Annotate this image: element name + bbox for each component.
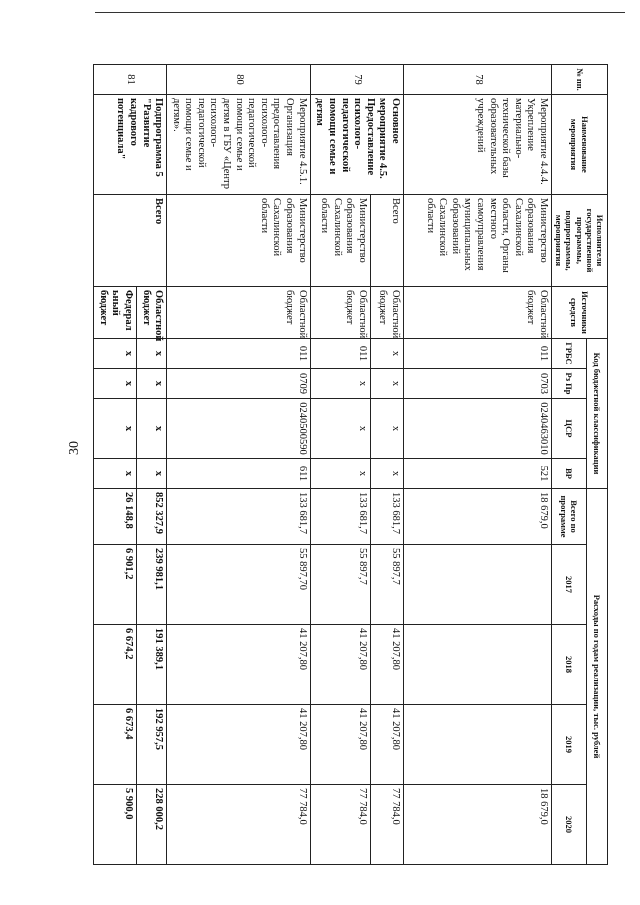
row-grbs: 011 <box>403 339 551 369</box>
header-2020: 2020 <box>551 785 586 865</box>
budget-table <box>93 64 608 865</box>
row-2020: 18 679,0 <box>403 785 551 865</box>
row-2019: 41 207,80 <box>310 705 370 785</box>
row-2017: 55 897,7 <box>371 545 404 625</box>
header-source: Источники средств <box>551 287 607 339</box>
row-number: 79 <box>310 65 403 95</box>
row-total: 18 679,0 <box>403 489 551 545</box>
header-csr: ЦСР <box>551 399 586 459</box>
row-2019: 41 207,80 <box>167 705 311 785</box>
row-executor: Министерство образования Сахалинской области <box>167 195 311 287</box>
header-2019: 2019 <box>551 705 586 785</box>
row-csr: x <box>310 399 370 459</box>
row-2017: 55 897,70 <box>167 545 311 625</box>
header-name: Наименование мероприятия <box>551 95 607 195</box>
row-source: Областной бюджет <box>136 287 166 339</box>
header-2017: 2017 <box>551 545 586 625</box>
row-csr: 0240500590 <box>167 399 311 459</box>
row-number: 80 <box>167 65 311 95</box>
header-row-1 <box>587 65 608 865</box>
row-2019: 192 957,5 <box>136 705 166 785</box>
row-rzpr: x <box>371 369 404 399</box>
row-vr: 611 <box>167 459 311 489</box>
row-2017: 239 981,1 <box>136 545 166 625</box>
row-rzpr: x <box>136 369 166 399</box>
row-executor: Министерство образования Сахалинской области, Органы местного самоуправления муниципальных образований Сахалинской области <box>403 195 551 287</box>
row-number: 81 <box>94 65 167 95</box>
row-executor: Министерство образования Сахалинской области <box>310 195 370 287</box>
row-total: 133 681,7 <box>371 489 404 545</box>
row-grbs: 011 <box>310 339 370 369</box>
row-rzpr: 0703 <box>403 369 551 399</box>
row-grbs: x <box>94 339 137 369</box>
row-executor: Всего <box>371 195 404 287</box>
row-source: Федеральный бюджет <box>94 287 137 339</box>
row-vr: x <box>94 459 137 489</box>
row-source: Областной бюджет <box>167 287 311 339</box>
row-2018: 41 207,80 <box>371 625 404 705</box>
header-2018: 2018 <box>551 625 586 705</box>
row-source: Областной бюджет <box>371 287 404 339</box>
header-kbk: Код бюджетной классификации <box>587 339 608 489</box>
row-csr: x <box>94 399 137 459</box>
row-total: 133 681,7 <box>310 489 370 545</box>
row-rzpr: x <box>310 369 370 399</box>
row-total: 26 148,8 <box>94 489 137 545</box>
row-grbs: 011 <box>167 339 311 369</box>
table-row <box>136 65 166 865</box>
row-2018: 41 207,80 <box>167 625 311 705</box>
row-2018: 41 207,80 <box>310 625 370 705</box>
row-2018: 191 389,1 <box>136 625 166 705</box>
row-2018 <box>403 625 551 705</box>
row-executor: Всего <box>94 195 167 287</box>
table-row <box>371 65 404 865</box>
row-2020: 77 784,0 <box>167 785 311 865</box>
row-name: Основное мероприятие 4.5. Предоставление психолого-педагогической помощи семье и детям <box>310 95 403 195</box>
row-2017 <box>403 545 551 625</box>
header-executor: Исполнители государственной программы, подпрограммы, мероприятия <box>551 195 607 287</box>
row-rzpr: x <box>94 369 137 399</box>
row-grbs: x <box>371 339 404 369</box>
row-name: Мероприятие 4.4.4. Укрепление материально-технической базы образовательных учреждений <box>403 95 551 195</box>
row-2019 <box>403 705 551 785</box>
row-name: Подпрограмма 5 "Развитие кадрового потенциала" <box>94 95 167 195</box>
row-csr: x <box>371 399 404 459</box>
row-total: 852 327,9 <box>136 489 166 545</box>
row-total: 133 681,7 <box>167 489 311 545</box>
row-2018: 6 674,2 <box>94 625 137 705</box>
row-2020: 77 784,0 <box>310 785 370 865</box>
header-grbs: ГРБС <box>551 339 586 369</box>
table-row <box>403 65 551 865</box>
top-rule <box>95 12 625 13</box>
row-source: Областной бюджет <box>310 287 370 339</box>
header-vr: ВР <box>551 459 586 489</box>
header-rzpr: Рз Пр <box>551 369 586 399</box>
table-row <box>167 65 311 865</box>
row-2017: 55 897,7 <box>310 545 370 625</box>
row-source: Областной бюджет <box>403 287 551 339</box>
header-expenses: Расходы по годам реализации, тыс. рублей <box>587 489 608 865</box>
row-2019: 41 207,80 <box>371 705 404 785</box>
row-vr: x <box>371 459 404 489</box>
row-vr: x <box>136 459 166 489</box>
row-vr: 521 <box>403 459 551 489</box>
page-number: 30 <box>67 441 82 455</box>
row-2017: 6 901,2 <box>94 545 137 625</box>
rotated-table-wrapper <box>93 64 608 864</box>
row-2020: 77 784,0 <box>371 785 404 865</box>
header-num: № пп. <box>551 65 607 95</box>
row-grbs: x <box>136 339 166 369</box>
row-vr: x <box>310 459 370 489</box>
row-rzpr: 0709 <box>167 369 311 399</box>
row-number: 78 <box>403 65 551 95</box>
header-total: Всего по программе <box>551 489 586 545</box>
row-csr: 0240463010 <box>403 399 551 459</box>
row-2020: 5 900,0 <box>94 785 137 865</box>
row-name: Мероприятие 4.5.1. Организация предоставления психолого-педагогической помощи семье и детям в ГБУ «Центр психолого-педагогической помощи семье и детям». <box>167 95 311 195</box>
row-2019: 6 673,4 <box>94 705 137 785</box>
row-2020: 228 000,2 <box>136 785 166 865</box>
row-csr: x <box>136 399 166 459</box>
